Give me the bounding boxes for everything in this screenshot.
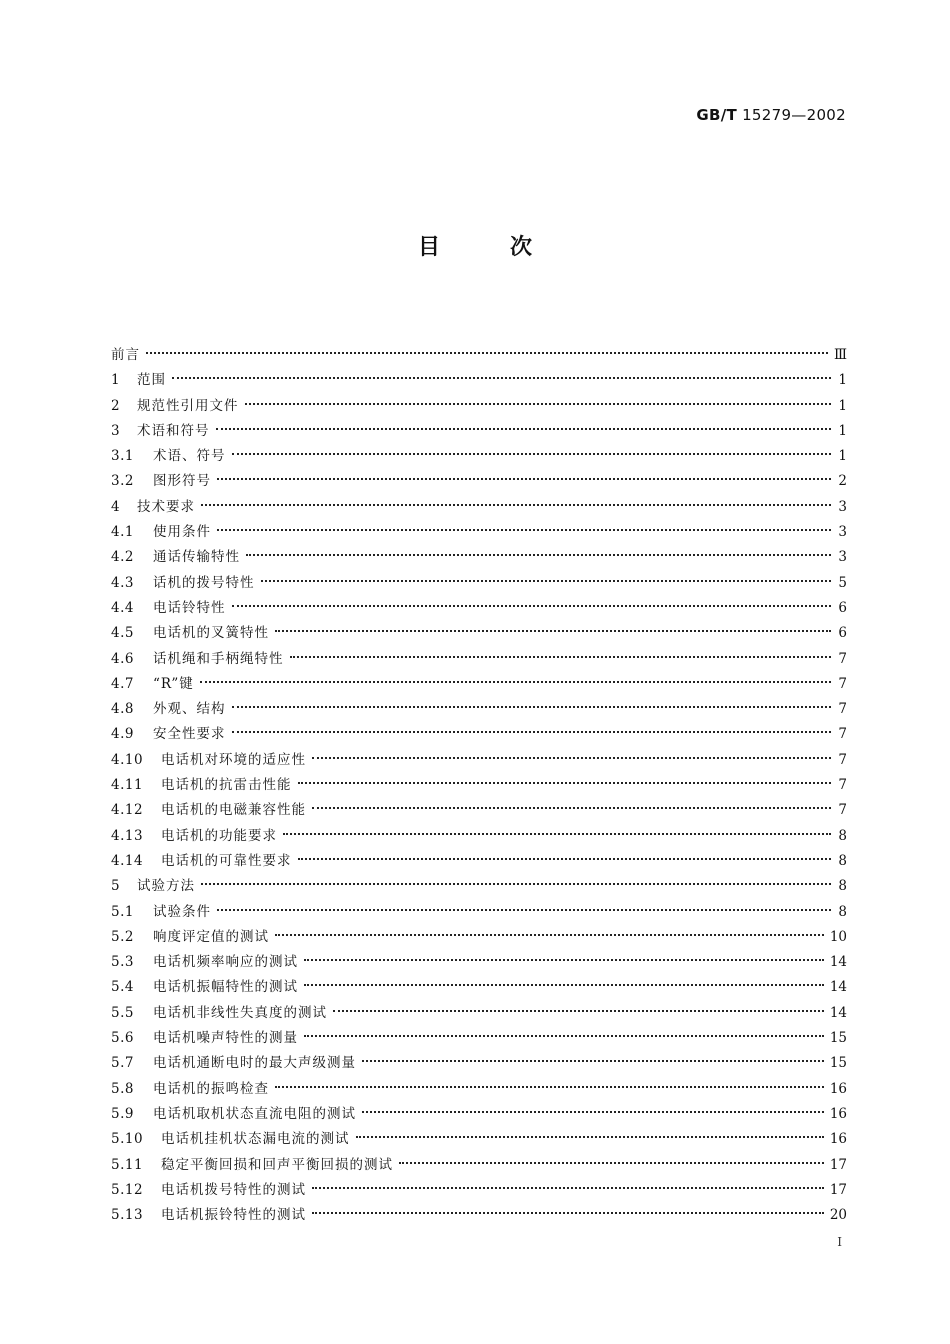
toc-entry[interactable] (111, 520, 847, 545)
toc-entry[interactable] (111, 748, 847, 773)
toc-entry-label: 电话机拨号特性的测试 (161, 1181, 306, 1198)
toc-entry-label: 电话机的振鸣检查 (153, 1080, 269, 1097)
toc-entry-number: 1 (111, 372, 121, 389)
toc-entry-label: 外观、结构 (153, 701, 226, 718)
toc-entry-page: 6 (838, 625, 847, 642)
toc-entry[interactable] (111, 1203, 847, 1228)
toc-entry[interactable] (111, 1127, 847, 1152)
toc-entry-page: 16 (829, 1080, 847, 1097)
toc-leader-dots (298, 858, 832, 860)
toc-entry-number: 5.13 (111, 1207, 144, 1224)
toc-entry[interactable] (111, 975, 847, 1000)
toc-entry[interactable] (111, 545, 847, 570)
toc-entry-label: 试验方法 (137, 878, 195, 895)
toc-entry[interactable] (111, 1001, 847, 1026)
toc-leader-dots (312, 1212, 824, 1214)
toc-entry-label: 技术要求 (137, 498, 195, 515)
toc-entry-number: 4.3 (111, 574, 134, 591)
toc-leader-dots (217, 478, 831, 480)
toc-entry-page: 8 (838, 827, 847, 844)
toc-entry-label: 电话机的电磁兼容性能 (161, 802, 306, 819)
toc-entry-page: 20 (829, 1207, 847, 1224)
toc-entry-page: 5 (838, 574, 847, 591)
toc-leader-dots (232, 453, 832, 455)
toc-entry-label: 电话机的抗雷击性能 (161, 777, 292, 794)
toc-entry-number: 5.12 (111, 1181, 144, 1198)
toc-entry[interactable] (111, 571, 847, 596)
toc-entry-page: 14 (829, 954, 847, 971)
toc-entry-number: 4.10 (111, 751, 144, 768)
toc-entry-number: 4.11 (111, 777, 144, 794)
toc-entry[interactable] (111, 1051, 847, 1076)
toc-leader-dots (245, 403, 832, 405)
toc-entry-label: 话机绳和手柄绳特性 (153, 650, 284, 667)
toc-entry[interactable] (111, 798, 847, 823)
toc-entry-page: 1 (838, 448, 847, 465)
toc-entry[interactable] (111, 419, 847, 444)
toc-entry-number: 2 (111, 397, 121, 414)
toc-entry-page: 3 (838, 549, 847, 566)
toc-leader-dots (304, 1035, 824, 1037)
toc-leader-dots (246, 554, 831, 556)
toc-entry-page: 8 (838, 903, 847, 920)
toc-entry-number: 5.1 (111, 903, 134, 920)
toc-entry-number: 5 (111, 878, 121, 895)
toc-entry[interactable] (111, 495, 847, 520)
toc-entry-number: 4.12 (111, 802, 144, 819)
toc-entry-number: 4.4 (111, 599, 134, 616)
toc-entry[interactable] (111, 469, 847, 494)
toc-entry[interactable] (111, 697, 847, 722)
toc-entry-number: 4.1 (111, 524, 134, 541)
toc-entry-page: 1 (838, 372, 847, 389)
toc-entry-number: 5.4 (111, 979, 134, 996)
toc-entry-label: 电话机的叉簧特性 (153, 625, 269, 642)
toc-entry-number: 5.11 (111, 1156, 144, 1173)
toc-leader-dots (201, 504, 831, 506)
toc-leader-dots (333, 1010, 824, 1012)
toc-entry-label: “R”键 (153, 675, 194, 692)
toc-entry-label: 电话机对环境的适应性 (161, 751, 306, 768)
toc-entry-page: 8 (838, 852, 847, 869)
toc-entry-page: Ⅲ (833, 347, 847, 363)
toc-entry-label: 图形符号 (153, 473, 211, 490)
toc-entry-page: 14 (829, 1004, 847, 1021)
toc-leader-dots (275, 1086, 824, 1088)
toc-entry-number: 5.9 (111, 1105, 134, 1122)
toc-entry-page: 2 (838, 473, 847, 490)
toc-entry-number: 5.3 (111, 954, 134, 971)
toc-leader-dots (362, 1111, 824, 1113)
toc-entry-number: 5.8 (111, 1080, 134, 1097)
toc-entry-label: 电话机挂机状态漏电流的测试 (161, 1131, 350, 1148)
toc-leader-dots (217, 529, 831, 531)
toc-entry[interactable] (111, 647, 847, 672)
toc-entry-page: 7 (838, 650, 847, 667)
toc-leader-dots (304, 984, 824, 986)
toc-leader-dots (356, 1136, 824, 1138)
toc-entry-page: 7 (838, 701, 847, 718)
standard-number: 15279—2002 (742, 106, 846, 124)
toc-entry-label: 电话机的功能要求 (161, 827, 277, 844)
toc-entry-number: 5.7 (111, 1055, 134, 1072)
toc-entry-number: 4.13 (111, 827, 144, 844)
toc-entry[interactable] (111, 773, 847, 798)
toc-entry-label: 电话机噪声特性的测量 (153, 1030, 298, 1047)
toc-entry-label: 电话机振铃特性的测试 (161, 1207, 306, 1224)
page-title: 目次 (417, 235, 602, 260)
toc-entry[interactable] (111, 722, 847, 747)
toc-entry[interactable] (111, 1178, 847, 1203)
toc-entry[interactable] (111, 672, 847, 697)
toc-entry-label: 前言 (111, 347, 140, 363)
toc-leader-dots (232, 706, 832, 708)
toc-entry-number: 4.14 (111, 852, 144, 869)
toc-entry-page: 1 (838, 422, 847, 439)
toc-entry-page: 7 (838, 777, 847, 794)
toc-entry[interactable] (111, 1026, 847, 1051)
toc-leader-dots (290, 656, 832, 658)
toc-entry-number: 5.10 (111, 1131, 144, 1148)
toc-leader-dots (298, 782, 832, 784)
toc-entry-page: 17 (829, 1181, 847, 1198)
toc-entry-page: 17 (829, 1156, 847, 1173)
toc-entry-label: 试验条件 (153, 903, 211, 920)
toc-entry-label: 电话机频率响应的测试 (153, 954, 298, 971)
toc-entry-number: 3.2 (111, 473, 134, 490)
toc-entry-number: 3 (111, 422, 121, 439)
toc-leader-dots (283, 833, 831, 835)
toc-entry[interactable] (111, 621, 847, 646)
toc-entry[interactable] (111, 824, 847, 849)
toc-entry-page: 8 (838, 878, 847, 895)
toc-leader-dots (362, 1060, 824, 1062)
toc-leader-dots (399, 1162, 824, 1164)
toc-entry-number: 4.6 (111, 650, 134, 667)
toc-entry-page: 6 (838, 599, 847, 616)
toc-leader-dots (146, 352, 828, 354)
toc-entry-label: 电话机振幅特性的测试 (153, 979, 298, 996)
toc-entry-number: 4.9 (111, 726, 134, 743)
toc-entry-number: 4.7 (111, 675, 134, 692)
toc-entry-label: 稳定平衡回损和回声平衡回损的测试 (161, 1156, 393, 1173)
toc-entry-number: 3.1 (111, 448, 134, 465)
toc-leader-dots (261, 580, 832, 582)
toc-leader-dots (312, 1187, 824, 1189)
toc-entry-label: 电话机取机状态直流电阻的测试 (153, 1105, 356, 1122)
toc-entry[interactable] (111, 596, 847, 621)
toc-entry-label: 通话传输特性 (153, 549, 240, 566)
toc-entry-page: 15 (829, 1055, 847, 1072)
toc-entry-label: 术语、符号 (153, 448, 226, 465)
toc-entry-page: 15 (829, 1030, 847, 1047)
toc-entry[interactable] (111, 394, 847, 419)
toc-entry-number: 4.2 (111, 549, 134, 566)
toc-leader-dots (216, 428, 832, 430)
standard-prefix: GB/T (696, 106, 738, 124)
toc-entry-label: 规范性引用文件 (137, 397, 239, 414)
toc-entry-label: 电话机通断电时的最大声级测量 (153, 1055, 356, 1072)
toc-entry-page: 14 (829, 979, 847, 996)
toc-leader-dots (275, 934, 824, 936)
toc-entry-label: 电话铃特性 (153, 599, 226, 616)
toc-entry[interactable] (111, 368, 847, 393)
toc-entry[interactable] (111, 925, 847, 950)
toc-entry[interactable] (111, 1077, 847, 1102)
toc-entry-label: 安全性要求 (153, 726, 226, 743)
toc-entry[interactable] (111, 874, 847, 899)
toc-entry-number: 4 (111, 498, 121, 515)
toc-entry[interactable] (111, 444, 847, 469)
toc-entry-page: 3 (838, 524, 847, 541)
toc-entry-page: 1 (838, 397, 847, 414)
toc-entry-label: 电话机的可靠性要求 (161, 852, 292, 869)
toc-leader-dots (312, 757, 831, 759)
toc-leader-dots (312, 807, 831, 809)
toc-entry-label: 范围 (137, 372, 166, 389)
toc-entry-number: 4.5 (111, 625, 134, 642)
toc-leader-dots (172, 377, 831, 379)
toc-entry[interactable] (111, 1102, 847, 1127)
toc-entry[interactable] (111, 1153, 847, 1178)
toc-entry-number: 5.2 (111, 928, 134, 945)
toc-entry-page: 7 (838, 802, 847, 819)
toc-leader-dots (200, 681, 831, 683)
toc-entry-number: 4.8 (111, 701, 134, 718)
toc-entry-page: 3 (838, 498, 847, 515)
toc-entry-label: 电话机非线性失真度的测试 (153, 1004, 327, 1021)
toc-entry-number: 5.5 (111, 1004, 134, 1021)
toc-leader-dots (217, 909, 831, 911)
toc-leader-dots (232, 731, 832, 733)
toc-entry-label: 术语和符号 (137, 422, 210, 439)
toc-leader-dots (232, 605, 832, 607)
toc-entry-page: 7 (838, 751, 847, 768)
toc-leader-dots (201, 883, 831, 885)
toc-leader-dots (304, 959, 824, 961)
toc-entry[interactable] (111, 849, 847, 874)
toc-entry-label: 使用条件 (153, 524, 211, 541)
toc-entry[interactable] (111, 900, 847, 925)
toc-entry-label: 话机的拨号特性 (153, 574, 255, 591)
toc-entry[interactable] (111, 950, 847, 975)
toc-entry-page: 7 (838, 675, 847, 692)
standard-code (696, 106, 846, 124)
toc-entry-number: 5.6 (111, 1030, 134, 1047)
toc-entry-label: 响度评定值的测试 (153, 928, 269, 945)
toc-entry-page: 16 (829, 1105, 847, 1122)
footer-page-number: I (837, 1235, 842, 1249)
toc-entry-page: 10 (829, 928, 847, 945)
toc-leader-dots (275, 630, 831, 632)
toc-entry-page: 16 (829, 1131, 847, 1148)
table-of-contents (111, 343, 847, 1228)
toc-entry[interactable] (111, 343, 847, 368)
toc-entry-page: 7 (838, 726, 847, 743)
